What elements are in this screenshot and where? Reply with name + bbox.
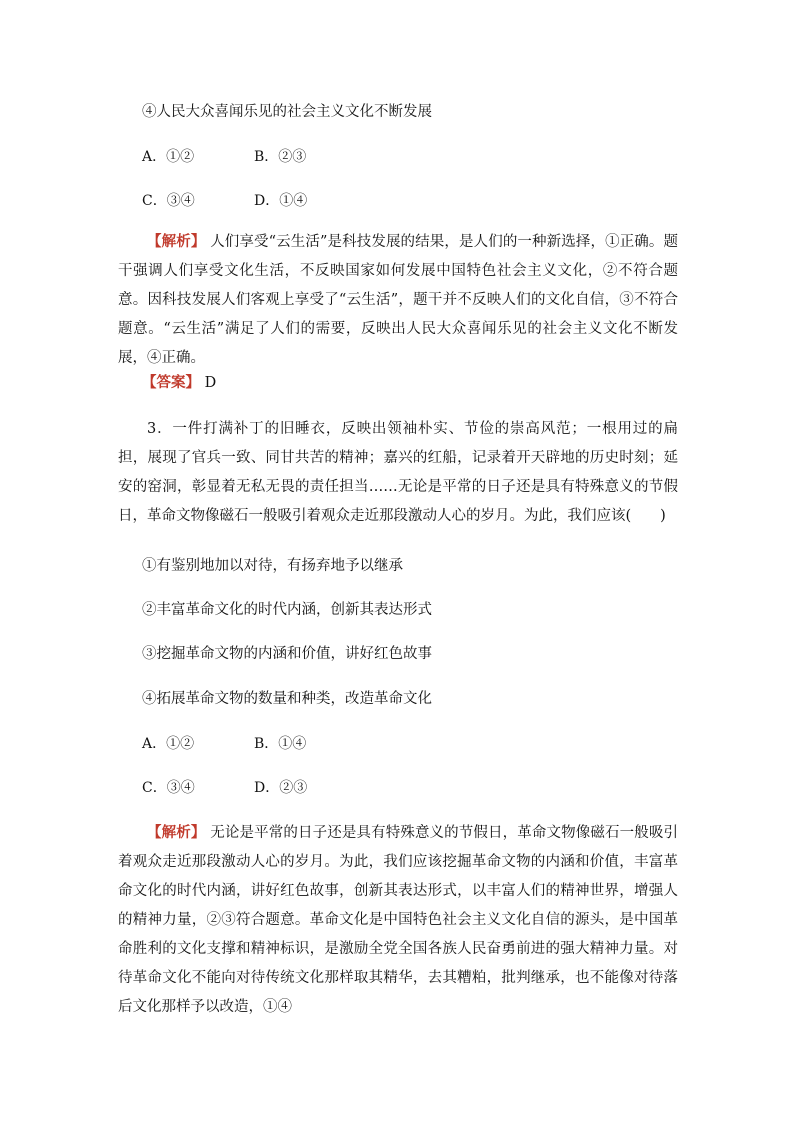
q3-option-c: C．③④: [142, 780, 195, 796]
q3-item-1: ①有鉴别地加以对待，有扬弃地予以继承: [142, 558, 403, 574]
q2-option-b: B．②③: [254, 149, 307, 165]
analysis-text: 人们享受“云生活”是科技发展的结果，是人们的一种新选择，①正确。题干强调人们享受文化生活，不反映国家如何发展中国特色社会主义文化，②不符合题意。因科技发展人们客观上享受了“云生活”，题干并不反映人们的文化自信，③不符合题意。“云生活”满足了人们的需要，反映出人民大众喜闻乐见的社会主义文化不断发展，④正确。: [118, 234, 679, 366]
analysis-tag: 【解析】: [147, 824, 206, 841]
analysis-text: 无论是平常的日子还是具有特殊意义的节假日，革命文物像磁石一般吸引着观众走近那段激动人心的岁月。为此，我们应该挖掘革命文物的内涵和价值，丰富革命文化的时代内涵，讲好红色故事，创新其表达形式，以丰富人们的精神世界，增强人的精神力量，②③符合题意。革命文化是中国特色社会主义文化自信的源头，是中国革命胜利的文化支撑和精神标识，是激励全党全国各族人民奋勇前进的强大精神力量。对待革命文化不能向对待传统文化那样取其精华，去其糟粕，批判继承，也不能像对待落后文化那样予以改造，①④: [118, 825, 679, 1015]
q2-option-d: D．①④: [254, 193, 308, 209]
q3-option-b: B．①④: [254, 736, 307, 752]
answer-value: D: [204, 375, 217, 391]
q3-analysis: [118, 818, 678, 1022]
q3-option-a: A．①②: [142, 736, 195, 752]
q3-stem: 3．一件打满补丁的旧睡衣，反映出领袖朴实、节俭的崇高风范；一根用过的扁担，展现了官兵一致、同甘共苦的精神；嘉兴的红船，记录着开天辟地的历史时刻；延安的窑洞，彰显着无私无畏的责任担当……无论是平常的日子还是具有特殊意义的节假日，革命文物像磁石一般吸引着观众走近那段激动人心的岁月。为此，我们应该( ): [118, 421, 678, 524]
q2-item-4: ④人民大众喜闻乐见的社会主义文化不断发展: [142, 104, 432, 120]
q3-option-d: D．②③: [254, 780, 308, 796]
q3-item-2: ②丰富革命文化的时代内涵，创新其表达形式: [142, 602, 432, 618]
q2-option-c: C．③④: [142, 193, 195, 209]
analysis-tag: 【解析】: [147, 233, 206, 250]
q2-answer: [142, 373, 712, 393]
q2-option-a: A．①②: [142, 149, 195, 165]
q2-analysis: [118, 227, 678, 373]
answer-tag: 【答案】: [142, 374, 200, 391]
q3-item-4: ④拓展革命文物的数量和种类，改造革命文化: [142, 691, 432, 707]
q3-item-3: ③挖掘革命文物的内涵和价值，讲好红色故事: [142, 646, 432, 662]
